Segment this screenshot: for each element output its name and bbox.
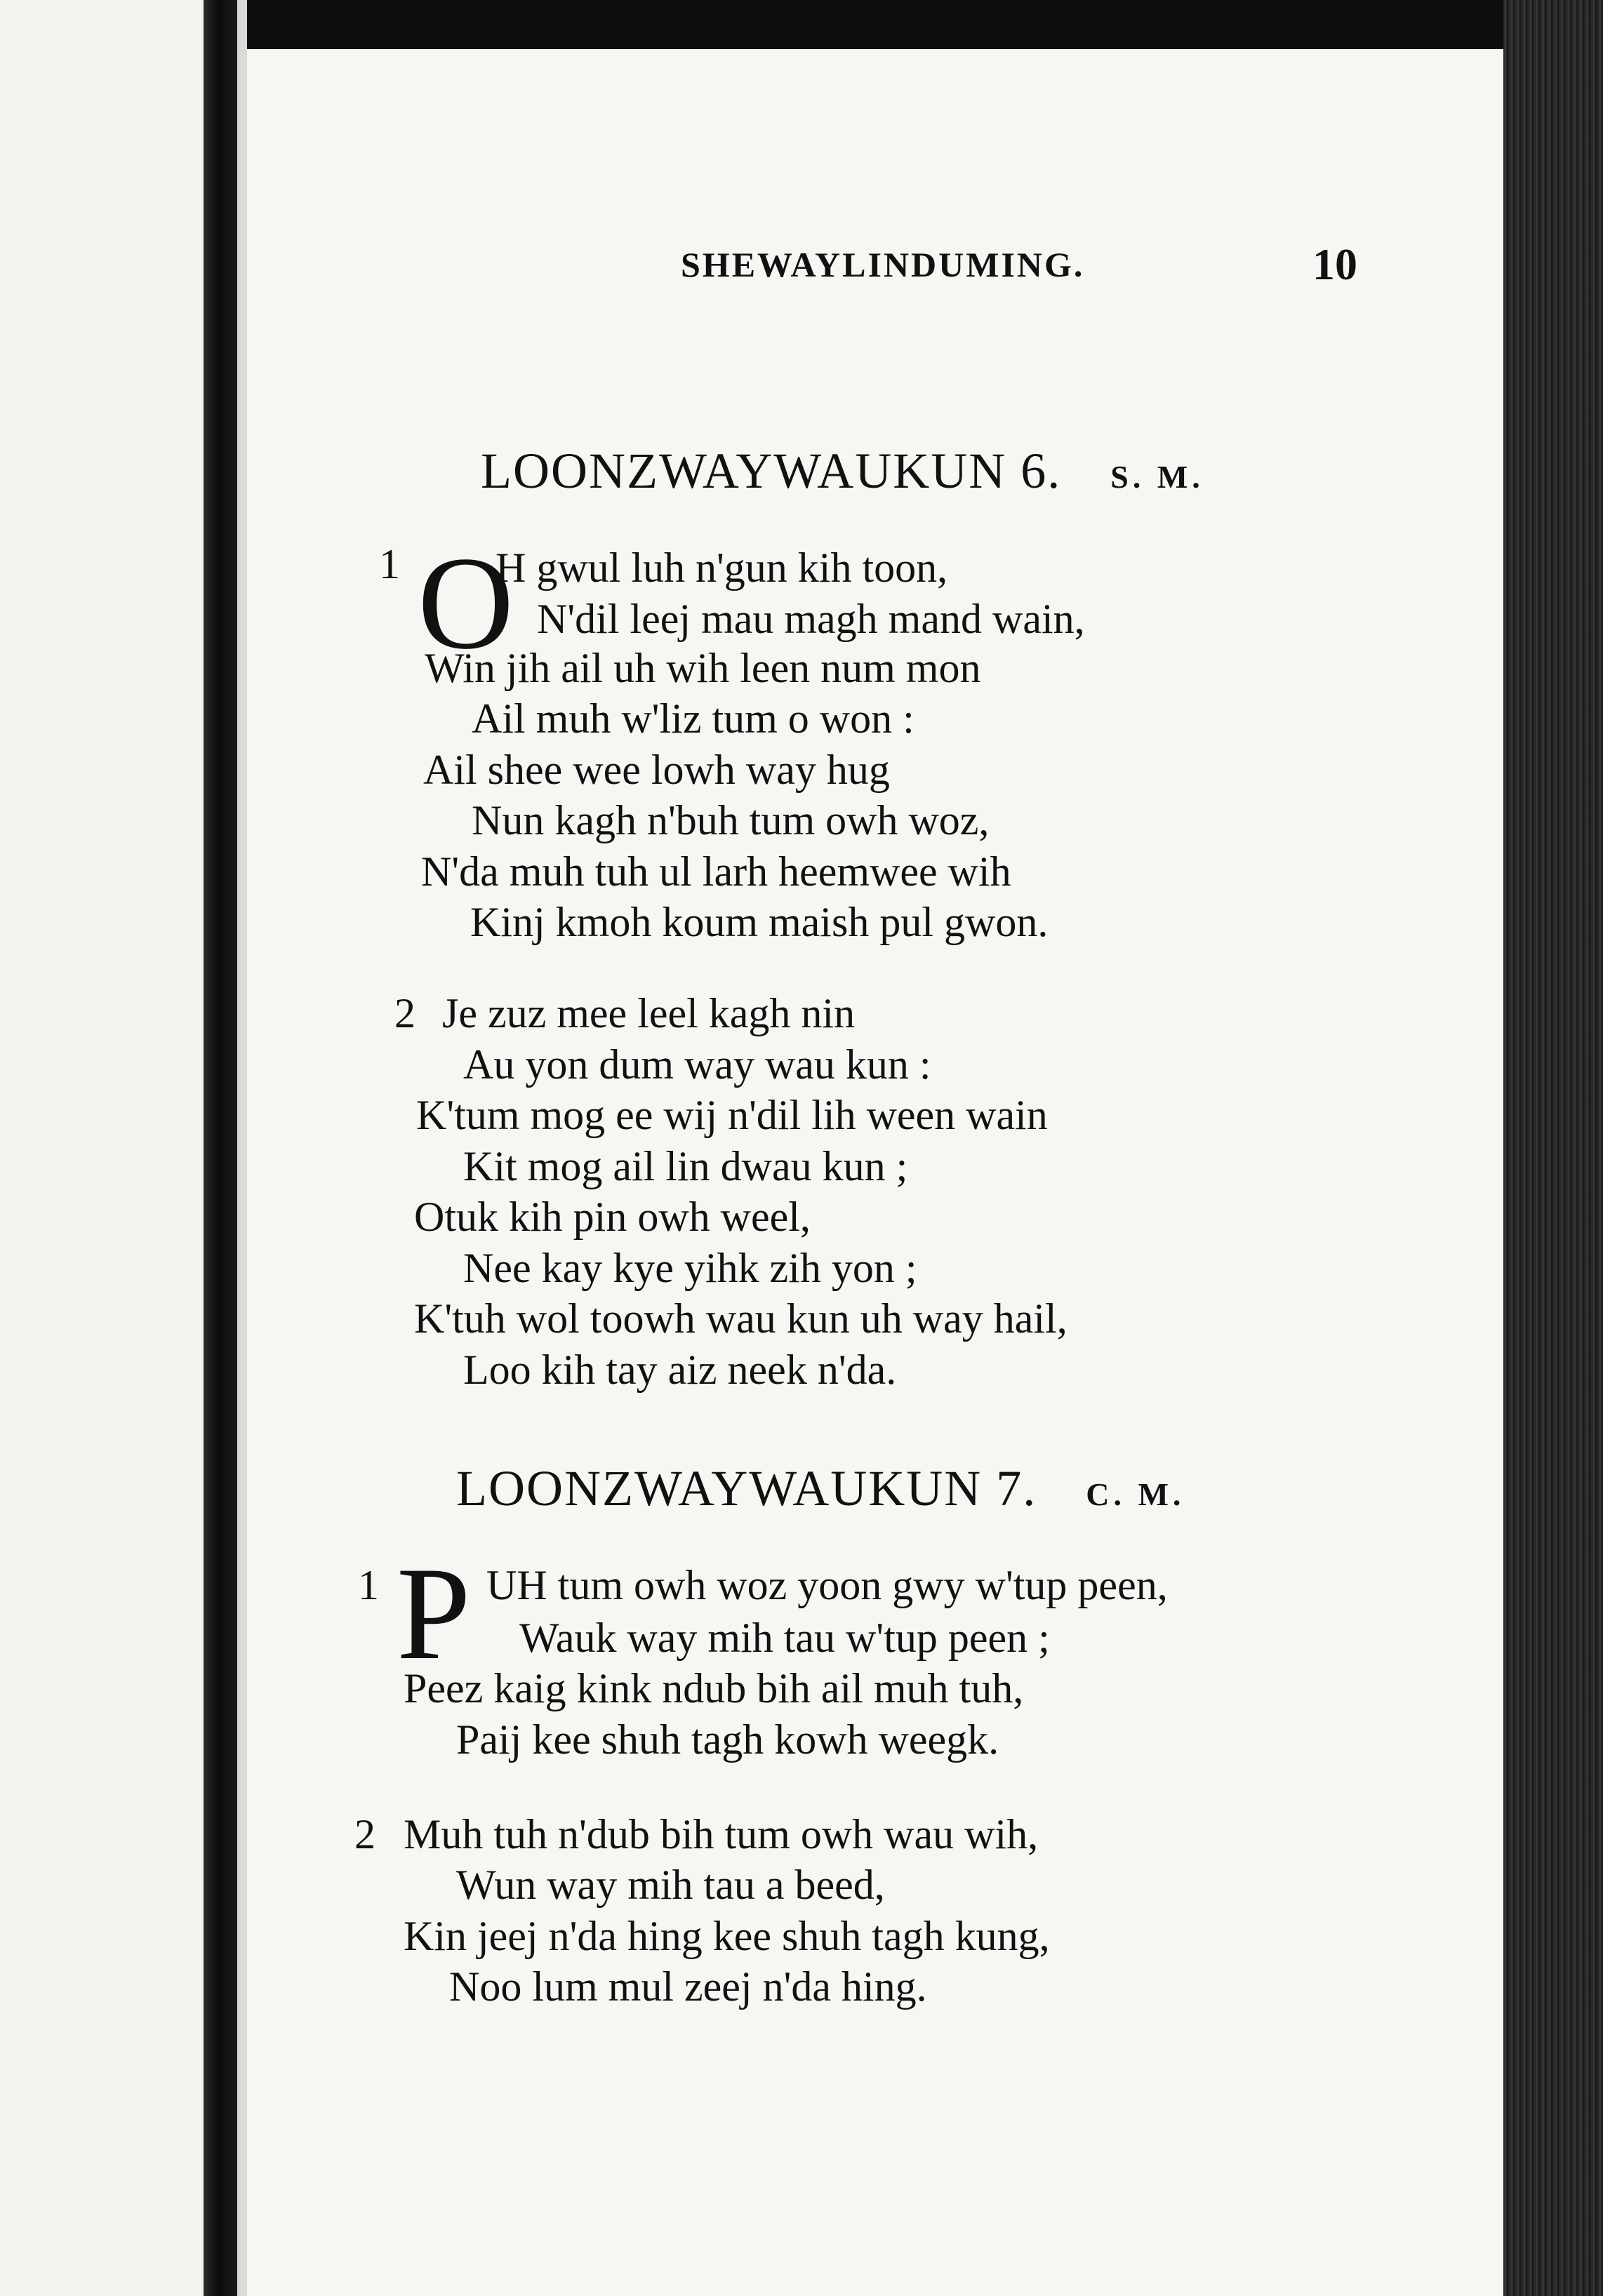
book-gutter	[204, 0, 237, 2296]
verse-line: Au yon dum way wau kun :	[463, 1041, 931, 1088]
verse-number: 1	[358, 1562, 379, 1608]
verse-line: Ail muh w'liz tum o won :	[472, 695, 914, 742]
verse-line: Wun way mih tau a beed,	[456, 1862, 885, 1908]
hymn-title-text: LOONZWAYWAUKUN 7.	[456, 1460, 1037, 1516]
verse-line: K'tum mog ee wij n'dil lih ween wain	[416, 1092, 1048, 1138]
verse-line: N'dil leej mau magh mand wain,	[537, 596, 1085, 642]
verse-line: Wauk way mih tau w'tup peen ;	[519, 1615, 1050, 1661]
verse-line: Loo kih tay aiz neek n'da.	[463, 1347, 897, 1393]
hymn-title	[456, 1460, 1185, 1518]
verse-line: Kin jeej n'da hing kee shuh tagh kung,	[404, 1913, 1050, 1959]
verse-number: 2	[354, 1811, 375, 1857]
gutter-gap	[237, 0, 247, 2296]
facing-page	[0, 0, 204, 2296]
hymn-meter: S. M.	[1110, 459, 1204, 495]
verse-line: Kit mog ail lin dwau kun ;	[463, 1143, 908, 1189]
verse-line: Noo lum mul zeej n'da hing.	[449, 1963, 927, 2010]
verse-line: Muh tuh n'dub bih tum owh wau wih,	[404, 1811, 1039, 1857]
drop-cap: P	[397, 1540, 471, 1688]
verse-line: Otuk kih pin owh weel,	[414, 1194, 811, 1240]
verse-number: 2	[394, 990, 415, 1036]
verse-line: Kinj kmoh koum maish pul gwon.	[470, 899, 1049, 945]
hymn-meter: C. M.	[1086, 1476, 1185, 1512]
page-number: 10	[1312, 239, 1357, 289]
verse-line: UH tum owh woz yoon gwy w'tup peen,	[486, 1562, 1168, 1608]
drop-cap: O	[418, 530, 514, 677]
verse-number: 1	[379, 541, 400, 587]
running-head: SHEWAYLINDUMING.	[681, 245, 1085, 284]
verse-line: Peez kaig kink ndub bih ail muh tuh,	[404, 1665, 1024, 1711]
verse-line: N'da muh tuh ul larh heemwee wih	[421, 848, 1011, 895]
page-edges	[1503, 0, 1603, 2296]
hymn-title-text: LOONZWAYWAUKUN 6.	[481, 443, 1062, 499]
verse-line: H gwul luh n'gun kih toon,	[495, 545, 948, 591]
verse-line: Nee kay kye yihk zih yon ;	[463, 1245, 917, 1291]
verse-line: Nun kagh n'buh tum owh woz,	[472, 797, 990, 843]
verse-line: Ail shee wee lowh way hug	[423, 747, 890, 793]
verse-line: Je zuz mee leel kagh nin	[442, 990, 856, 1036]
verse-line: Win jih ail uh wih leen num mon	[425, 645, 981, 691]
hymn-title	[481, 442, 1204, 500]
verse-line: K'tuh wol toowh wau kun uh way hail,	[414, 1295, 1067, 1342]
verse-line: Paij kee shuh tagh kowh weegk.	[456, 1716, 999, 1763]
